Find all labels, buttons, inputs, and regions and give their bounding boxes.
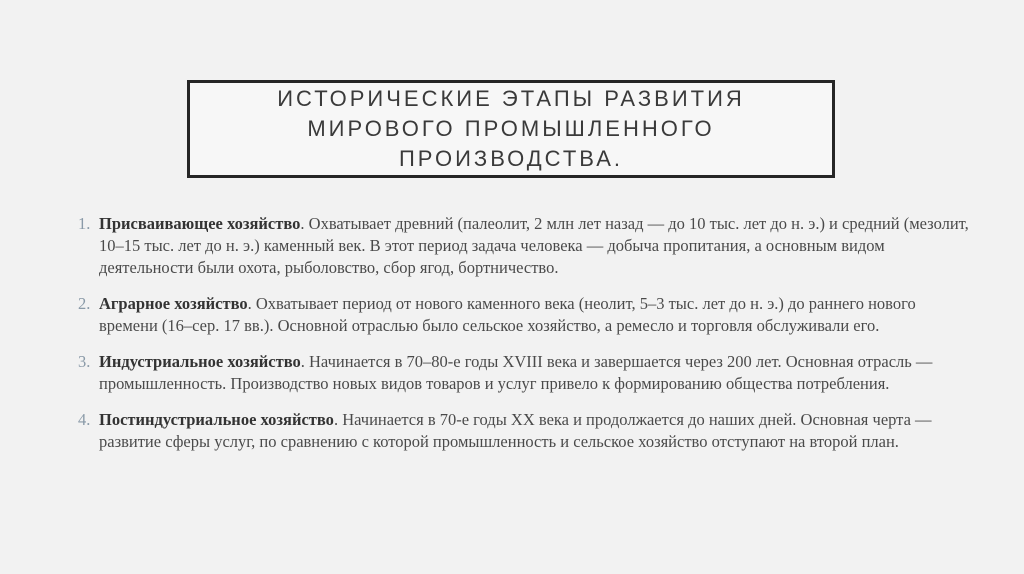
title-box bbox=[187, 80, 835, 178]
item-number: 1. bbox=[78, 214, 91, 233]
item-term: Постиндустриальное хозяйство bbox=[99, 410, 334, 429]
stages-list bbox=[78, 213, 978, 467]
item-term: Аграрное хозяйство bbox=[99, 294, 248, 313]
list-item bbox=[78, 351, 978, 395]
item-term: Присваивающее хозяйство bbox=[99, 214, 301, 233]
item-text: . Охватывает древний (палеолит, 2 млн лет назад — до 10 тыс. лет до н. э.) и средний (мезолит, 10–15 тыс. лет до н. э.) каменный век. В этот период задача человека — добыча пропитания, а основным видом деятельности были охота, рыболовство, сбор ягод, бортничество. bbox=[99, 214, 969, 277]
item-number: 4. bbox=[78, 410, 91, 429]
item-text: . Охватывает период от нового каменного века (неолит, 5–3 тыс. лет до н. э.) до раннего нового времени (16–сер. 17 вв.). Основной отраслью было сельское хозяйство, а ремесло и торговля обслуживали его. bbox=[99, 294, 916, 335]
item-term: Индустриальное хозяйство bbox=[99, 352, 301, 371]
list-item bbox=[78, 213, 978, 279]
item-text: . Начинается в 70-е годы XX века и продолжается до наших дней. Основная черта — развитие сферы услуг, по сравнению с которой промышленность и сельское хозяйство отступают на второй план. bbox=[99, 410, 932, 451]
item-text: . Начинается в 70–80-е годы XVIII века и завершается через 200 лет. Основная отрасль — промышленность. Производство новых видов товаров и услуг привело к формированию общества потребления. bbox=[99, 352, 933, 393]
list-item bbox=[78, 409, 978, 453]
item-number: 2. bbox=[78, 294, 91, 313]
list-item bbox=[78, 293, 978, 337]
item-number: 3. bbox=[78, 352, 91, 371]
slide-title: ИСТОРИЧЕСКИЕ ЭТАПЫ РАЗВИТИЯ МИРОВОГО ПРОМЫШЛЕННОГО ПРОИЗВОДСТВА. bbox=[277, 86, 745, 171]
